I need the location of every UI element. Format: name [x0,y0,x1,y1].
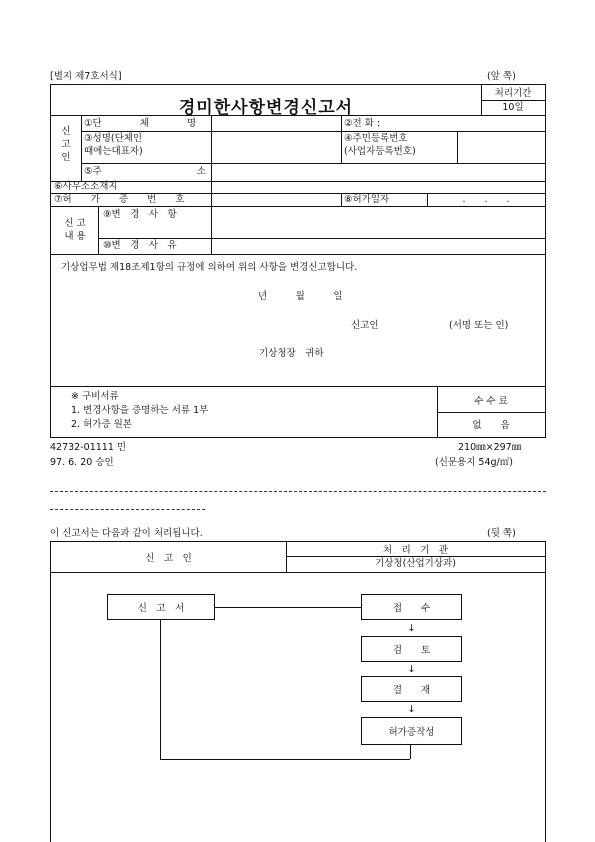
id-number-label-2: (사업자등록번호) [344,146,416,157]
declaration-text: 기상업무법 제18조제1항의 규정에 의하여 위의 사항을 변경신고합니다. [61,262,358,273]
office-location-field[interactable] [211,181,545,193]
license-number-label: ⑦허 가 증 번 호 [54,194,185,205]
approval-date: 97. 6. 20 승인 [50,457,114,468]
license-date-label: ⑧허가일자 [344,194,390,205]
return-line-up [160,620,161,759]
col-applicant: 신 고 인 [145,553,192,564]
paper-type: (신문용지 54g/㎡) [435,457,513,468]
flow-approve: 결 재 [361,676,462,702]
signature-field[interactable]: (서명 또는 인) [449,320,509,331]
processing-period-label: 처리기간 [494,88,532,99]
flow-issue: 허가증작성 [361,717,462,745]
form-code: 42732-01111 민 [50,442,127,453]
flow-arrow-3: ↓ [407,704,416,715]
fee-label: 수 수 료 [474,396,508,407]
col-agency: 처 리 기 관 [382,545,449,556]
flow-review: 검 토 [361,636,462,662]
agency-name: 기상청(산업기상과) [375,558,456,569]
flow-arrow-1: ↓ [407,623,416,634]
license-date-field[interactable]: . . . [462,194,510,205]
change-reason-label: ⑩변 경 사 유 [103,240,177,251]
flow-connector [215,607,361,608]
page-side-front: (앞 쪽) [487,71,516,82]
rep-name-field[interactable] [211,131,341,163]
page-side-back: (뒷 쪽) [487,528,516,539]
paper-size: 210㎜×297㎜ [458,442,522,453]
flow-report: 신 고 서 [107,594,215,620]
report-content-group-label: 신 고 내 용 [64,218,86,242]
return-line-down [410,745,411,759]
reporter-label: 신고인 [351,320,379,331]
address-field[interactable] [211,163,545,181]
form-title: 경미한사항변경신고서 [178,98,354,118]
license-number-field[interactable] [211,193,341,206]
office-location-label: ⑥사무소소재지 [54,181,118,192]
date-line[interactable]: 년 월 일 [258,291,343,302]
applicant-group-label: 신 고 인 [61,126,71,163]
required-doc-1: 1. 변경사항을 증명하는 서류 1부 [71,405,209,416]
addressee: 기상청장 귀하 [259,348,324,359]
flow-arrow-2: ↓ [407,664,416,675]
id-number-label: ④주민등록번호 [344,133,408,144]
back-intro: 이 신고서는 다음과 같이 처리됩니다. [50,528,203,539]
required-doc-2: 2. 허가증 원본 [71,419,132,430]
form-number: [별지 제7호서식] [50,71,122,82]
change-item-label: ⑨변 경 사 항 [103,209,177,220]
rep-name-label-2: 때에는대표자) [84,146,143,157]
change-item-field[interactable] [211,206,545,238]
id-number-field[interactable] [457,131,545,163]
cut-line-2 [50,509,205,510]
phone-label: ②전 화 : [344,118,381,129]
return-line-across [160,759,410,760]
org-name-label: ①단 체 명 [84,118,197,129]
process-table [50,541,546,842]
report-form [50,84,546,438]
cut-line [50,491,546,492]
fee-value: 없 음 [472,420,510,431]
rep-name-label: ③성명(단체인 [84,133,143,144]
change-reason-field[interactable] [211,238,545,254]
address-label: ⑤주 소 [84,166,206,177]
org-name-field[interactable] [211,115,341,131]
required-docs-title: ※ 구비서류 [71,391,119,402]
processing-period-value: 10일 [502,102,524,113]
flow-receive: 접 수 [361,594,462,620]
